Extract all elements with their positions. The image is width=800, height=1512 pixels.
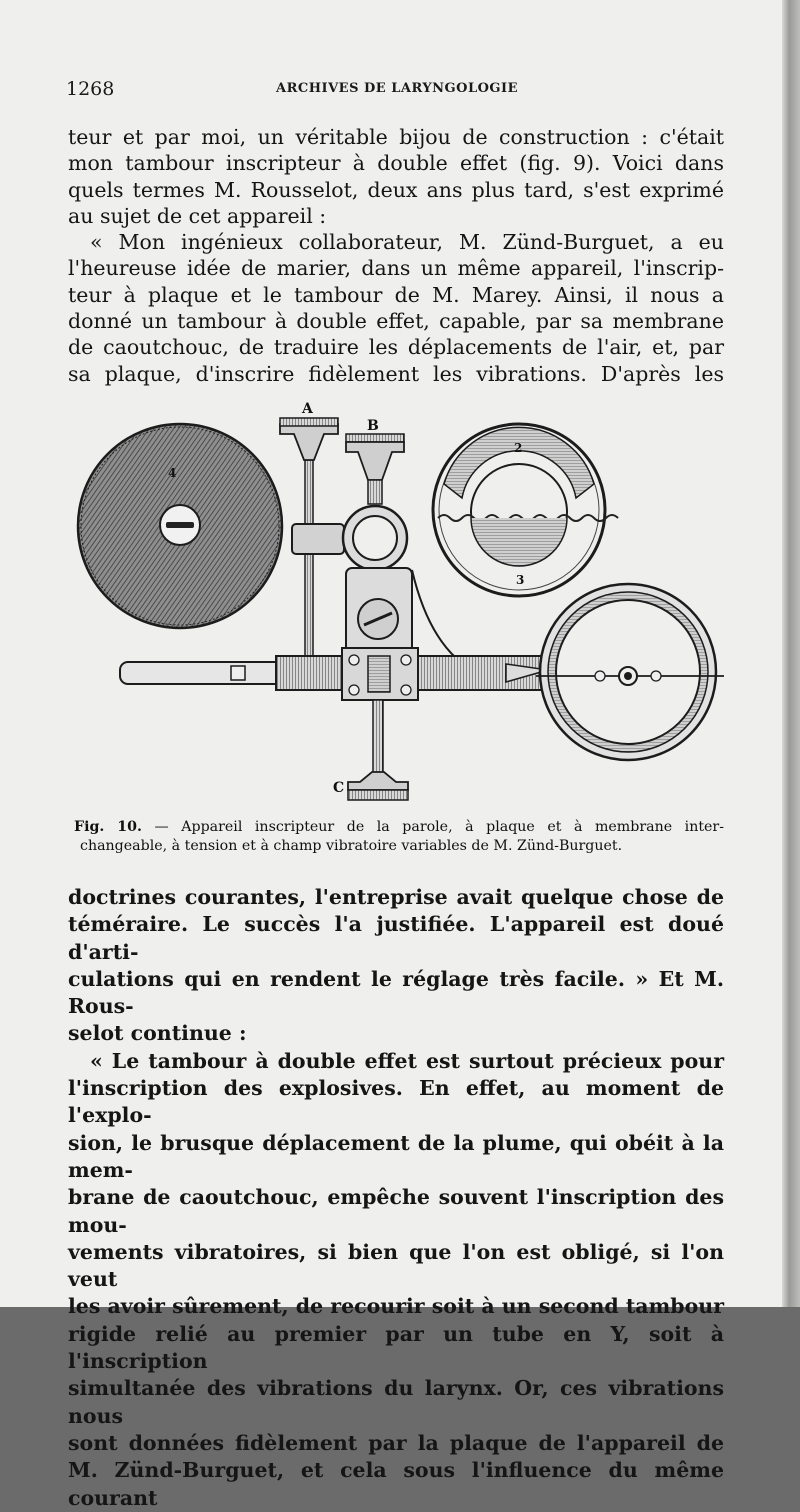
apparatus-figure [76,400,726,810]
figure-number: Fig. 10. [74,819,142,835]
label-4: 4 [168,466,177,480]
figure-caption [74,818,724,856]
top-paragraph [68,124,724,387]
text-line: teur à plaque et le tambour de M. Marey. Ainsi, il nous a [68,282,724,307]
label-b: B [367,418,379,434]
text-line: téméraire. Le succès l'a justifiée. L'appareil est doué d'arti- [68,912,724,964]
book-spine-shadow [782,0,800,1307]
bottom-paragraph [68,884,724,1512]
text-line: simultanée des vibrations du larynx. Or, ces vibrations nous [68,1376,724,1428]
text-line: au sujet de cet appareil : [68,203,327,228]
caption-line-1: — Appareil inscripteur de la parole, à plaque et à membrane inter- [154,819,724,835]
rubber-disc-4 [78,424,282,628]
text-line: « Mon ingénieux collaborateur, M. Zünd-Burguet, a eu [90,230,724,255]
text-line: mon tambour inscripteur à double effet (fig. 9). Voici dans [68,151,724,176]
membrane-ring [536,584,724,760]
text-line: selot continue : [68,1021,247,1046]
text-line: teur et par moi, un véritable bijou de construction : c'était [68,125,724,149]
apparatus-engraving [76,400,726,810]
text-line: vements vibratoires, si bien que l'on est obligé, si l'on veut [68,1239,724,1292]
split-ring-2-3 [433,424,618,596]
text-line: quels termes M. Rousselot, deux ans plus tard, s'est exprimé [68,177,724,202]
text-line: les avoir sûrement, de recourir soit à un second tambour [68,1294,724,1319]
horizontal-bar [120,648,556,700]
text-line: l'inscription des explosives. En effet, au moment de l'explo- [68,1076,724,1128]
label-3: 3 [516,573,525,587]
text-line: M. Zünd-Burguet, et cela sous l'influence du même courant [68,1458,724,1510]
label-a: A [302,401,313,417]
text-line: sion, le brusque déplacement de la plume, qui obéit à la mem- [68,1130,724,1182]
lower-rod-c [348,700,408,800]
text-line: donné un tambour à double effet, capable, par sa membrane [68,309,724,334]
text-line: l'heureuse idée de marier, dans un même appareil, l'inscrip- [68,256,724,281]
text-line: rigide relié au premier par un tube en Y, soit à l'inscription [68,1321,724,1374]
text-line: sont données fidèlement par la plaque de l'appareil de [68,1430,724,1455]
text-line: de caoutchouc, de traduire les déplacements de l'air, et, par [68,335,724,360]
text-line: « Le tambour à double effet est surtout précieux pour [90,1048,724,1073]
text-line: culations qui en rendent le réglage très facile. » Et M. Rous- [68,966,724,1019]
label-c: C [333,780,345,796]
label-2: 2 [514,441,523,455]
caption-line-2: changeable, à tension et à champ vibratoire variables de M. Zünd-Burguet. [80,838,623,854]
page-number: 1268 [66,78,115,100]
page-header [66,78,726,102]
text-line: doctrines courantes, l'entreprise avait quelque chose de [68,885,724,909]
text-line: sa plaque, d'inscrire fidèlement les vibrations. D'après les [68,361,724,386]
text-line: brane de caoutchouc, empêche souvent l'inscription des mou- [68,1185,724,1237]
running-head: ARCHIVES DE LARYNGOLOGIE [276,81,518,96]
funnel-b [346,434,404,504]
